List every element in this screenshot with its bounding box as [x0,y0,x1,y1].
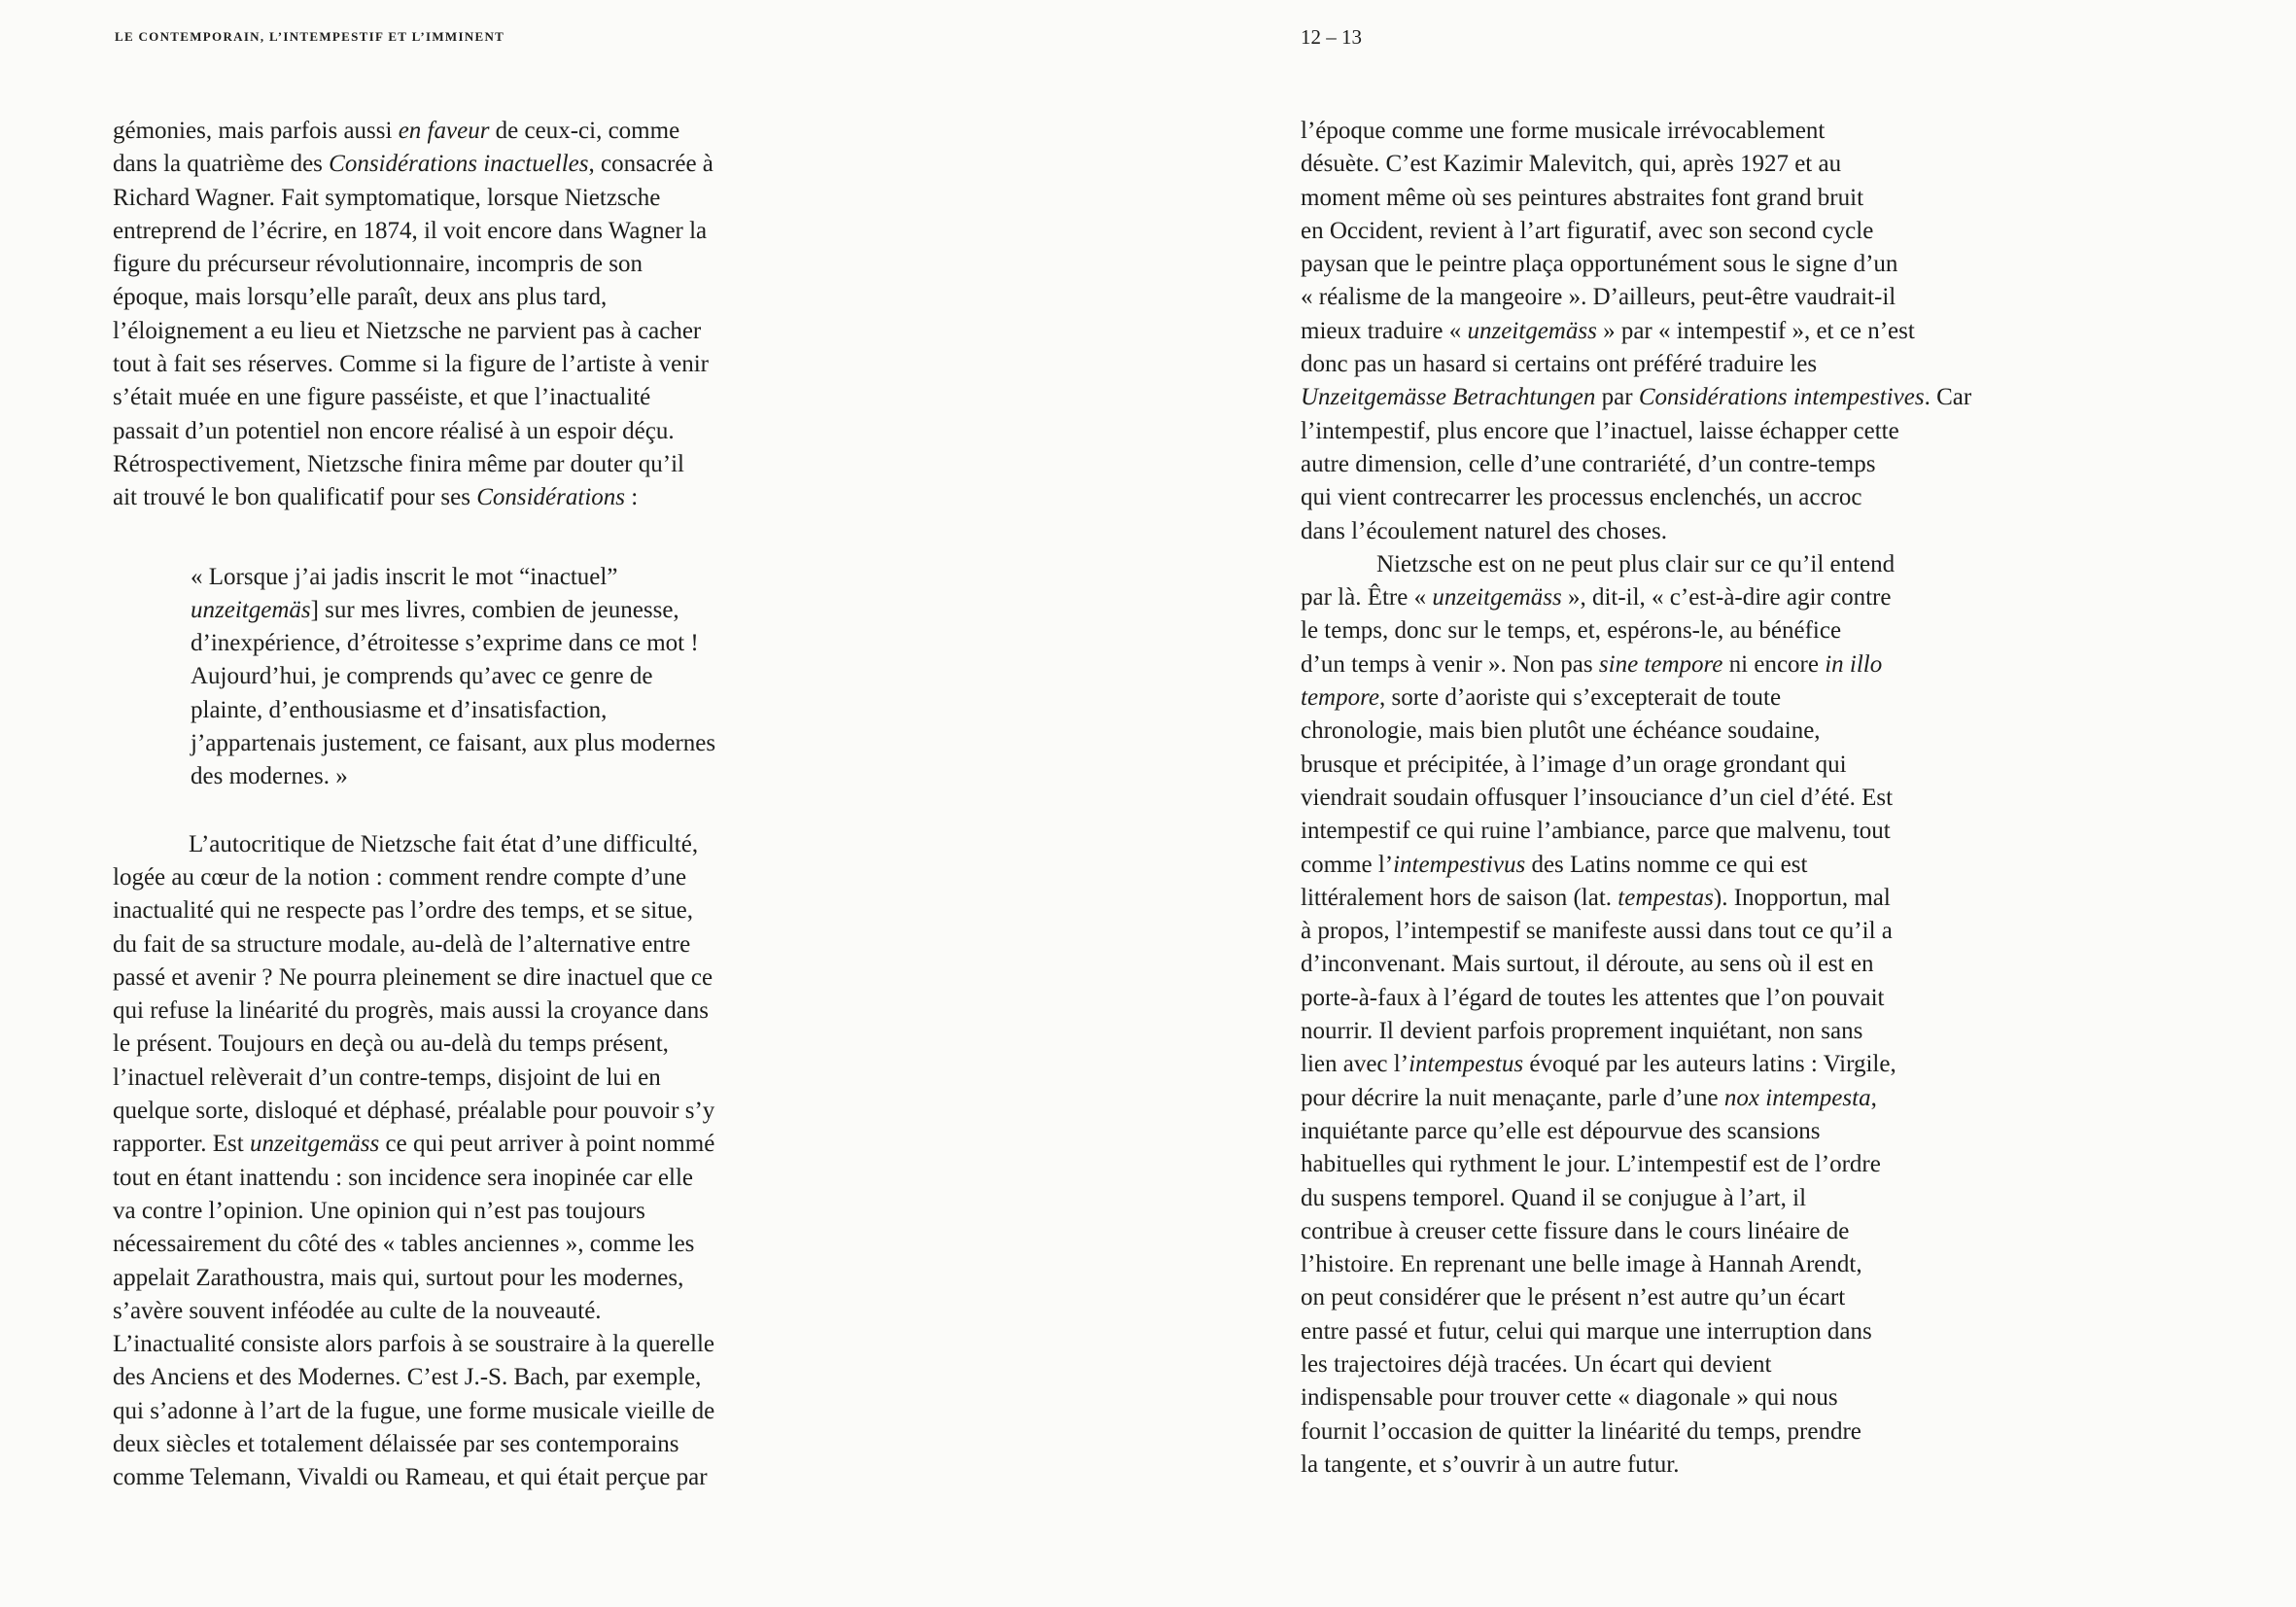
italic-text: unzeitgemäss [1467,317,1597,344]
text-line: logée au cœur de la notion : comment rendre compte d’une [113,863,687,891]
text-line: comme Telemann, Vivaldi ou Rameau, et qui était perçue par [113,1464,708,1491]
text-line: L’inactualité consiste alors parfois à se soustraire à la querelle [113,1331,714,1358]
text-line: unzeitgemäs] sur mes livres, combien de jeunesse, [191,596,679,623]
text-line: autre dimension, celle d’une contrariété, d’un contre-temps [1301,450,1876,477]
italic-text: Considérations [476,484,625,511]
italic-text: tempore [1301,684,1379,712]
body-paragraph [113,828,852,1495]
text-line: l’époque comme une forme musicale irrévocablement [1301,118,1826,144]
text-line: le temps, donc sur le temps, et, espérons-le, au bénéfice [1301,617,1842,645]
text-line: on peut considérer que le présent n’est autre qu’un écart [1301,1284,1846,1311]
text-line: des Anciens et des Modernes. C’est J.-S. Bach, par exemple, [113,1364,702,1391]
italic-text: unzeitgemäs [191,596,311,623]
block-quote [113,561,852,794]
text-line: entre passé et futur, celui qui marque une interruption dans [1301,1317,1872,1345]
text-line: indispensable pour trouver cette « diagonale » qui nous [1301,1384,1838,1412]
text-line: Richard Wagner. Fait symptomatique, lorsque Nietzsche [113,184,661,211]
text-line: ait trouvé le bon qualificatif pour ses Considérations : [113,484,639,511]
text-line: fournit l’occasion de quitter la linéarité du temps, prendre [1301,1417,1861,1445]
text-line: inactualité qui ne respecte pas l’ordre des temps, et se situe, [113,897,694,925]
text-line: Unzeitgemässe Betrachtungen par Considérations intempestives. Car [1301,384,1972,411]
text-line: lien avec l’intempestus évoqué par les auteurs latins : Virgile, [1301,1051,1896,1078]
text-line: l’histoire. En reprenant une belle image à Hannah Arendt, [1301,1251,1862,1278]
text-line: tout à fait ses réserves. Comme si la figure de l’artiste à venir [113,351,709,378]
text-line: dans la quatrième des Considérations inactuelles, consacrée à [113,151,713,178]
text-line: la tangente, et s’ouvrir à un autre futur. [1301,1450,1680,1478]
text-line: j’appartenais justement, ce faisant, aux plus modernes [191,730,716,757]
text-line: va contre l’opinion. Une opinion qui n’est pas toujours [113,1197,645,1224]
text-line: pour décrire la nuit menaçante, parle d’une nox intempesta, [1301,1084,1877,1111]
body-paragraph [1301,115,2039,548]
text-line: désuète. C’est Kazimir Malevitch, qui, après 1927 et au [1301,151,1842,178]
text-line: dans l’écoulement naturel des choses. [1301,517,1667,544]
text-line: qui vient contrecarrer les processus enclenchés, un accroc [1301,484,1862,511]
body-paragraph [1301,548,2039,1482]
text-line: passé et avenir ? Ne pourra pleinement se dire inactuel que ce [113,963,713,991]
text-line: intempestif ce qui ruine l’ambiance, parce que malvenu, tout [1301,818,1891,845]
running-title: LE CONTEMPORAIN, L’INTEMPESTIF ET L’IMMINENT [115,29,505,44]
text-line: quelque sorte, disloqué et déphasé, préalable pour pouvoir s’y [113,1098,715,1125]
text-line: qui refuse la linéarité du progrès, mais aussi la croyance dans [113,997,709,1025]
text-line: figure du précurseur révolutionnaire, incompris de son [113,251,643,278]
text-line: s’était muée en une figure passéiste, et que l’inactualité [113,384,651,411]
text-line: habituelles qui rythment le jour. L’intempestif est de l’ordre [1301,1151,1881,1178]
text-line: donc pas un hasard si certains ont préféré traduire les [1301,351,1818,378]
text-line: l’inactuel relèverait d’un contre-temps, disjoint de lui en [113,1064,661,1091]
text-line: qui s’adonne à l’art de la fugue, une forme musicale vieille de [113,1397,715,1424]
text-line: viendrait soudain offusquer l’insouciance d’un ciel d’été. Est [1301,784,1894,811]
text-line: s’avère souvent inféodée au culte de la nouveauté. [113,1297,602,1324]
text-line: Rétrospectivement, Nietzsche finira même par douter qu’il [113,450,684,477]
text-line: tempore, sorte d’aoriste qui s’excepterait de toute [1301,684,1782,712]
text-line: des modernes. » [191,763,348,790]
text-line: entreprend de l’écrire, en 1874, il voit encore dans Wagner la [113,217,708,244]
text-line: l’éloignement a eu lieu et Nietzsche ne parvient pas à cacher [113,317,702,344]
text-line: appelait Zarathoustra, mais qui, surtout pour les modernes, [113,1264,684,1291]
text-line: paysan que le peintre plaça opportunément sous le signe d’un [1301,251,1898,278]
text-line: contribue à creuser cette fissure dans le cours linéaire de [1301,1217,1850,1244]
italic-text: tempestas [1618,884,1714,911]
text-line: Nietzsche est on ne peut plus clair sur ce qu’il entend [1376,550,1896,577]
text-line: littéralement hors de saison (lat. tempestas). Inopportun, mal [1301,884,1891,911]
text-line: porte-à-faux à l’égard de toutes les attentes que l’on pouvait [1301,984,1885,1011]
italic-text: Considérations inactuelles [329,151,589,178]
text-line: chronologie, mais bien plutôt une échéance soudaine, [1301,717,1821,745]
italic-text: unzeitgemäss [1432,584,1562,611]
text-line: du suspens temporel. Quand il se conjugue à l’art, il [1301,1184,1807,1211]
text-line: « Lorsque j’ai jadis inscrit le mot “inactuel” [191,563,618,590]
italic-text: in illo [1825,650,1883,678]
text-line: l’intempestif, plus encore que l’inactuel, laisse échapper cette [1301,417,1899,444]
italic-text: nox intempesta [1723,1084,1871,1111]
text-line: les trajectoires déjà tracées. Un écart qui devient [1301,1350,1772,1378]
left-page-text [113,115,852,1495]
right-page-text [1301,115,2039,1482]
text-line: gémonies, mais parfois aussi en faveur de ceux-ci, comme [113,118,680,144]
text-line: d’un temps à venir ». Non pas sine tempore ni encore in illo [1301,650,1883,678]
italic-text: sine tempore [1598,650,1723,678]
text-line: comme l’intempestivus des Latins nomme ce qui est [1301,851,1808,878]
italic-text: Unzeitgemässe Betrachtungen [1301,384,1596,411]
italic-text: en faveur [398,118,490,144]
page-numbers: 12 – 13 [1301,25,1362,49]
italic-text: unzeitgemäss [249,1131,380,1158]
italic-text: Considérations intempestives [1638,384,1925,411]
text-line: à propos, l’intempestif se manifeste aussi dans tout ce qu’il a [1301,918,1893,945]
text-line: en Occident, revient à l’art figuratif, avec son second cycle [1301,217,1874,244]
text-line: le présent. Toujours en deçà ou au-delà du temps présent, [113,1031,669,1058]
text-line: mieux traduire « unzeitgemäss » par « intempestif », et ce n’est [1301,317,1915,344]
text-line: tout en étant inattendu : son incidence sera inopinée car elle [113,1164,693,1191]
text-line: moment même où ses peintures abstraites font grand bruit [1301,184,1864,211]
italic-text: intempestus [1409,1051,1524,1078]
text-line: inquiétante parce qu’elle est dépourvue des scansions [1301,1117,1821,1144]
text-line: rapporter. Est unzeitgemäss ce qui peut arriver à point nommé [113,1131,715,1158]
text-line: époque, mais lorsqu’elle paraît, deux ans plus tard, [113,284,608,311]
text-line: du fait de sa structure modale, au-delà de l’alternative entre [113,930,691,958]
text-line: L’autocritique de Nietzsche fait état d’une difficulté, [189,830,699,857]
text-line: deux siècles et totalement délaissée par ses contemporains [113,1430,679,1457]
text-line: d’inconvenant. Mais surtout, il déroute, au sens où il est en [1301,951,1874,978]
text-line: Aujourd’hui, je comprends qu’avec ce genre de [191,663,653,690]
text-line: « réalisme de la mangeoire ». D’ailleurs, peut-être vaudrait-il [1301,284,1896,311]
text-line: par là. Être « unzeitgemäss », dit-il, « c’est-à-dire agir contre [1301,584,1892,611]
text-line: d’inexpérience, d’étroitesse s’exprime dans ce mot ! [191,630,699,657]
text-line: plainte, d’enthousiasme et d’insatisfaction, [191,696,608,723]
italic-text: intempestivus [1393,851,1526,878]
text-line: nécessairement du côté des « tables anciennes », comme les [113,1231,695,1258]
body-paragraph [113,115,852,515]
text-line: passait d’un potentiel non encore réalisé à un espoir déçu. [113,417,675,444]
text-line: nourrir. Il devient parfois proprement inquiétant, non sans [1301,1018,1863,1045]
text-line: brusque et précipitée, à l’image d’un orage grondant qui [1301,751,1847,778]
